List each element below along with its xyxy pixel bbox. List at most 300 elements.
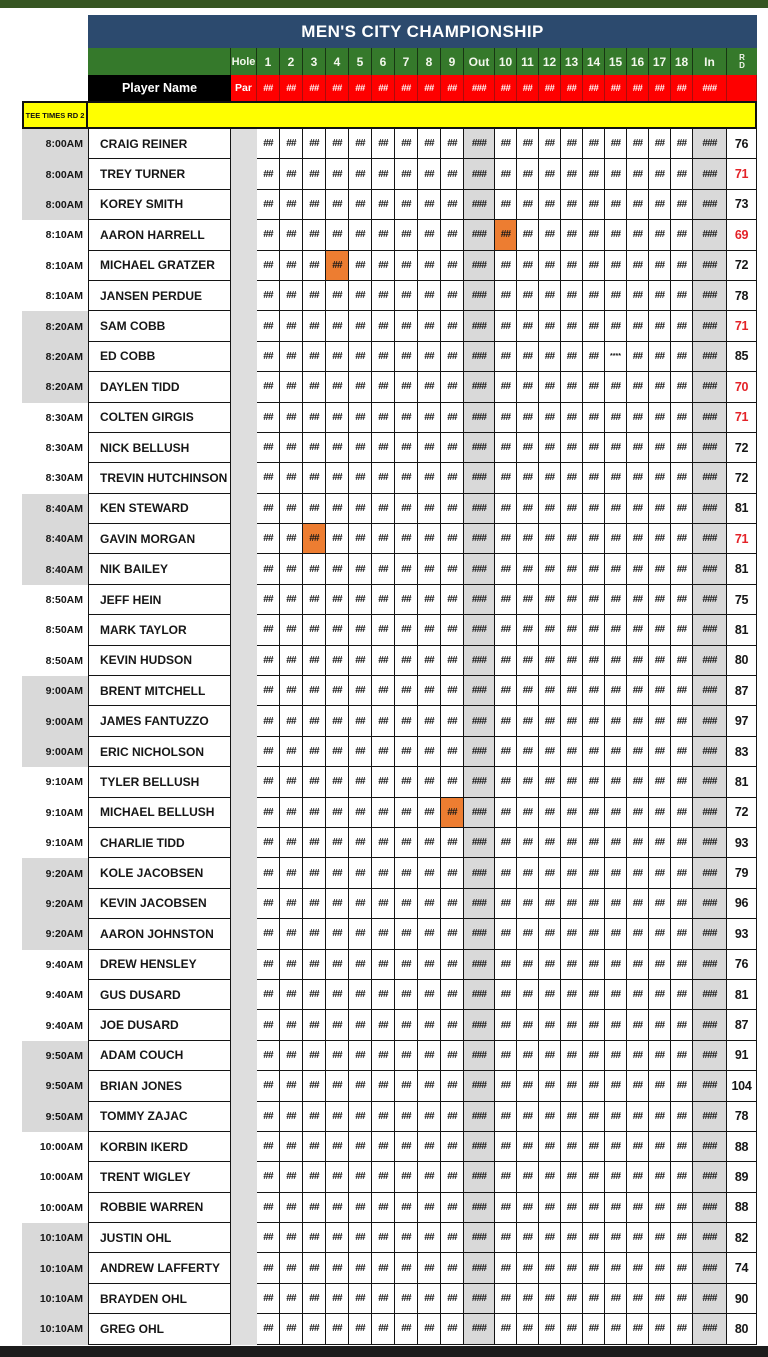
cell-hole-10[interactable]: ## — [495, 919, 517, 949]
cell-hole-17[interactable]: ## — [649, 1132, 671, 1162]
par-spacer-cell[interactable] — [231, 828, 257, 858]
cell-in[interactable]: ### — [693, 1102, 727, 1132]
cell-hole-9[interactable]: ## — [441, 615, 464, 645]
cell-hole-2[interactable]: ## — [280, 798, 303, 828]
player-name-cell[interactable]: NICK BELLUSH — [88, 433, 231, 463]
cell-hole-8[interactable]: ## — [418, 1314, 441, 1344]
cell-hole-12[interactable]: ## — [539, 767, 561, 797]
cell-out[interactable]: ### — [464, 463, 495, 493]
in-header-cell[interactable]: In — [693, 48, 727, 75]
cell-hole-11[interactable]: ## — [517, 798, 539, 828]
rd-score-cell[interactable]: 76 — [727, 129, 757, 159]
player-name-cell[interactable]: AARON JOHNSTON — [88, 919, 231, 949]
cell-hole-14[interactable]: ## — [583, 311, 605, 341]
cell-hole-18[interactable]: ## — [671, 1253, 693, 1283]
cell-hole-8[interactable]: ## — [418, 737, 441, 767]
player-name-cell[interactable]: JANSEN PERDUE — [88, 281, 231, 311]
cell-out[interactable]: ### — [464, 676, 495, 706]
cell-hole-1[interactable]: ## — [257, 1010, 280, 1040]
hole-header-9[interactable]: 9 — [441, 48, 464, 75]
cell-hole-7[interactable]: ## — [395, 950, 418, 980]
cell-hole-3[interactable]: ## — [303, 950, 326, 980]
cell-hole-5[interactable]: ## — [349, 1162, 372, 1192]
cell-hole-4[interactable]: ## — [326, 1071, 349, 1101]
cell-hole-9[interactable]: ## — [441, 494, 464, 524]
cell-hole-12[interactable]: ## — [539, 494, 561, 524]
cell-hole-18[interactable]: ## — [671, 403, 693, 433]
cell-hole-11[interactable]: ## — [517, 919, 539, 949]
cell-hole-10[interactable]: ## — [495, 311, 517, 341]
cell-hole-9[interactable]: ## — [441, 585, 464, 615]
cell-in[interactable]: ### — [693, 494, 727, 524]
par-spacer-cell[interactable] — [231, 1253, 257, 1283]
par-spacer-cell[interactable] — [231, 646, 257, 676]
tee-time-cell[interactable]: 8:50AM — [22, 585, 88, 615]
cell-hole-9[interactable]: ## — [441, 980, 464, 1010]
cell-hole-2[interactable]: ## — [280, 828, 303, 858]
cell-hole-7[interactable]: ## — [395, 342, 418, 372]
cell-out[interactable]: ### — [464, 433, 495, 463]
cell-hole-12[interactable]: ## — [539, 159, 561, 189]
cell-in[interactable]: ### — [693, 463, 727, 493]
cell-hole-6[interactable]: ## — [372, 889, 395, 919]
cell-hole-15[interactable]: ## — [605, 1041, 627, 1071]
cell-hole-18[interactable]: ## — [671, 585, 693, 615]
cell-hole-1[interactable]: ## — [257, 220, 280, 250]
cell-hole-9[interactable]: ## — [441, 919, 464, 949]
cell-in[interactable]: ### — [693, 190, 727, 220]
cell-hole-10[interactable]: ## — [495, 220, 517, 250]
cell-hole-17[interactable]: ## — [649, 646, 671, 676]
cell-hole-7[interactable]: ## — [395, 433, 418, 463]
cell-hole-6[interactable]: ## — [372, 159, 395, 189]
cell-hole-4[interactable]: ## — [326, 1314, 349, 1344]
cell-hole-16[interactable]: ## — [627, 1102, 649, 1132]
cell-hole-11[interactable]: ## — [517, 706, 539, 736]
hole-header-16[interactable]: 16 — [627, 48, 649, 75]
hole-header-13[interactable]: 13 — [561, 48, 583, 75]
cell-hole-9[interactable]: ## — [441, 311, 464, 341]
cell-in[interactable]: ### — [693, 737, 727, 767]
cell-hole-17[interactable]: ## — [649, 1010, 671, 1040]
cell-hole-7[interactable]: ## — [395, 798, 418, 828]
par-spacer-cell[interactable] — [231, 676, 257, 706]
cell-hole-16[interactable]: ## — [627, 1223, 649, 1253]
cell-hole-2[interactable]: ## — [280, 190, 303, 220]
cell-hole-13[interactable]: ## — [561, 463, 583, 493]
cell-hole-16[interactable]: ## — [627, 190, 649, 220]
cell-hole-11[interactable]: ## — [517, 585, 539, 615]
cell-hole-5[interactable]: ## — [349, 1314, 372, 1344]
cell-hole-9[interactable]: ## — [441, 403, 464, 433]
cell-out[interactable]: ### — [464, 585, 495, 615]
cell-hole-4[interactable]: ## — [326, 767, 349, 797]
cell-hole-5[interactable]: ## — [349, 281, 372, 311]
cell-hole-15[interactable]: ## — [605, 615, 627, 645]
cell-hole-8[interactable]: ## — [418, 1223, 441, 1253]
cell-hole-7[interactable]: ## — [395, 463, 418, 493]
hole-header-10[interactable]: 10 — [495, 48, 517, 75]
cell-hole-3[interactable]: ## — [303, 342, 326, 372]
par-spacer-cell[interactable] — [231, 1041, 257, 1071]
par-h16[interactable]: ## — [627, 75, 649, 101]
cell-hole-12[interactable]: ## — [539, 403, 561, 433]
cell-hole-6[interactable]: ## — [372, 676, 395, 706]
rd-score-cell[interactable]: 72 — [727, 433, 757, 463]
par-h3[interactable]: ## — [303, 75, 326, 101]
cell-hole-14[interactable]: ## — [583, 585, 605, 615]
player-name-cell[interactable]: KOREY SMITH — [88, 190, 231, 220]
cell-hole-2[interactable]: ## — [280, 615, 303, 645]
cell-hole-7[interactable]: ## — [395, 1223, 418, 1253]
cell-hole-5[interactable]: ## — [349, 1193, 372, 1223]
cell-hole-4[interactable]: ## — [326, 1284, 349, 1314]
cell-hole-11[interactable]: ## — [517, 220, 539, 250]
cell-hole-11[interactable]: ## — [517, 1010, 539, 1040]
tee-time-cell[interactable]: 9:50AM — [22, 1071, 88, 1101]
cell-hole-3[interactable]: ## — [303, 980, 326, 1010]
cell-hole-10[interactable]: ## — [495, 281, 517, 311]
cell-hole-9[interactable]: ## — [441, 889, 464, 919]
cell-hole-6[interactable]: ## — [372, 1223, 395, 1253]
cell-hole-17[interactable]: ## — [649, 190, 671, 220]
cell-hole-6[interactable]: ## — [372, 919, 395, 949]
cell-hole-9[interactable]: ## — [441, 1223, 464, 1253]
par-spacer-cell[interactable] — [231, 1284, 257, 1314]
cell-out[interactable]: ### — [464, 706, 495, 736]
rd-score-cell[interactable]: 93 — [727, 919, 757, 949]
cell-hole-17[interactable]: ## — [649, 676, 671, 706]
cell-hole-1[interactable]: ## — [257, 554, 280, 584]
cell-hole-3[interactable]: ## — [303, 494, 326, 524]
cell-hole-17[interactable]: ## — [649, 342, 671, 372]
cell-hole-15[interactable]: ## — [605, 190, 627, 220]
hole-header-18[interactable]: 18 — [671, 48, 693, 75]
cell-hole-4[interactable]: ## — [326, 828, 349, 858]
rd-score-cell[interactable]: 87 — [727, 676, 757, 706]
rd-score-cell[interactable]: 85 — [727, 342, 757, 372]
tee-time-cell[interactable]: 10:10AM — [22, 1284, 88, 1314]
cell-hole-14[interactable]: ## — [583, 706, 605, 736]
cell-hole-2[interactable]: ## — [280, 281, 303, 311]
cell-hole-3[interactable]: ## — [303, 646, 326, 676]
player-name-cell[interactable]: COLTEN GIRGIS — [88, 403, 231, 433]
cell-hole-15[interactable]: ## — [605, 554, 627, 584]
cell-hole-7[interactable]: ## — [395, 1284, 418, 1314]
cell-out[interactable]: ### — [464, 798, 495, 828]
cell-hole-14[interactable]: ## — [583, 190, 605, 220]
cell-hole-14[interactable]: ## — [583, 858, 605, 888]
cell-hole-3[interactable]: ## — [303, 889, 326, 919]
cell-hole-14[interactable]: ## — [583, 463, 605, 493]
cell-hole-5[interactable]: ## — [349, 1253, 372, 1283]
cell-hole-6[interactable]: ## — [372, 1041, 395, 1071]
cell-hole-7[interactable]: ## — [395, 220, 418, 250]
cell-hole-2[interactable]: ## — [280, 1162, 303, 1192]
cell-hole-15[interactable]: ## — [605, 646, 627, 676]
cell-hole-6[interactable]: ## — [372, 1284, 395, 1314]
cell-hole-10[interactable]: ## — [495, 1041, 517, 1071]
cell-hole-2[interactable]: ## — [280, 646, 303, 676]
cell-out[interactable]: ### — [464, 858, 495, 888]
tee-time-cell[interactable]: 8:50AM — [22, 646, 88, 676]
par-spacer-cell[interactable] — [231, 372, 257, 402]
cell-hole-18[interactable]: ## — [671, 615, 693, 645]
cell-hole-1[interactable]: ## — [257, 311, 280, 341]
cell-in[interactable]: ### — [693, 1193, 727, 1223]
cell-hole-3[interactable]: ## — [303, 1284, 326, 1314]
cell-hole-18[interactable]: ## — [671, 1314, 693, 1344]
cell-hole-3[interactable]: ## — [303, 463, 326, 493]
cell-hole-4[interactable]: ## — [326, 1193, 349, 1223]
cell-hole-14[interactable]: ## — [583, 342, 605, 372]
cell-hole-2[interactable]: ## — [280, 1314, 303, 1344]
cell-hole-16[interactable]: ## — [627, 1253, 649, 1283]
cell-in[interactable]: ### — [693, 676, 727, 706]
cell-hole-11[interactable]: ## — [517, 889, 539, 919]
cell-hole-11[interactable]: ## — [517, 676, 539, 706]
player-name-cell[interactable]: ED COBB — [88, 342, 231, 372]
cell-hole-2[interactable]: ## — [280, 311, 303, 341]
cell-hole-13[interactable]: ## — [561, 615, 583, 645]
cell-hole-9[interactable]: ## — [441, 646, 464, 676]
cell-hole-3[interactable]: ## — [303, 858, 326, 888]
cell-hole-12[interactable]: ## — [539, 311, 561, 341]
cell-hole-14[interactable]: ## — [583, 281, 605, 311]
cell-hole-12[interactable]: ## — [539, 919, 561, 949]
cell-hole-5[interactable]: ## — [349, 828, 372, 858]
player-name-cell[interactable]: MICHAEL GRATZER — [88, 251, 231, 281]
cell-hole-1[interactable]: ## — [257, 1162, 280, 1192]
cell-hole-8[interactable]: ## — [418, 767, 441, 797]
par-h13[interactable]: ## — [561, 75, 583, 101]
cell-hole-8[interactable]: ## — [418, 1284, 441, 1314]
cell-hole-10[interactable]: ## — [495, 129, 517, 159]
cell-hole-17[interactable]: ## — [649, 403, 671, 433]
cell-hole-5[interactable]: ## — [349, 919, 372, 949]
cell-hole-11[interactable]: ## — [517, 858, 539, 888]
cell-hole-15[interactable]: ## — [605, 737, 627, 767]
cell-hole-4[interactable]: ## — [326, 342, 349, 372]
rd-score-cell[interactable]: 81 — [727, 554, 757, 584]
par-h8[interactable]: ## — [418, 75, 441, 101]
cell-hole-18[interactable]: ## — [671, 433, 693, 463]
cell-out[interactable]: ### — [464, 403, 495, 433]
rd-score-cell[interactable]: 72 — [727, 463, 757, 493]
par-h18[interactable]: ## — [671, 75, 693, 101]
cell-hole-8[interactable]: ## — [418, 1162, 441, 1192]
par-in[interactable]: ### — [693, 75, 727, 101]
cell-hole-6[interactable]: ## — [372, 433, 395, 463]
par-label-cell[interactable]: Par — [231, 75, 257, 101]
cell-hole-15[interactable]: ## — [605, 463, 627, 493]
cell-hole-13[interactable]: ## — [561, 676, 583, 706]
cell-hole-11[interactable]: ## — [517, 129, 539, 159]
cell-hole-12[interactable]: ## — [539, 129, 561, 159]
cell-out[interactable]: ### — [464, 342, 495, 372]
cell-hole-3[interactable]: ## — [303, 1071, 326, 1101]
par-spacer-cell[interactable] — [231, 1314, 257, 1344]
cell-hole-7[interactable]: ## — [395, 190, 418, 220]
cell-hole-15[interactable]: **** — [605, 342, 627, 372]
cell-hole-4[interactable]: ## — [326, 1253, 349, 1283]
player-name-cell[interactable]: KORBIN IKERD — [88, 1132, 231, 1162]
cell-hole-6[interactable]: ## — [372, 706, 395, 736]
cell-hole-15[interactable]: ## — [605, 1102, 627, 1132]
cell-hole-1[interactable]: ## — [257, 251, 280, 281]
cell-hole-16[interactable]: ## — [627, 919, 649, 949]
cell-hole-11[interactable]: ## — [517, 1102, 539, 1132]
cell-hole-2[interactable]: ## — [280, 919, 303, 949]
cell-hole-14[interactable]: ## — [583, 737, 605, 767]
cell-hole-11[interactable]: ## — [517, 463, 539, 493]
cell-hole-18[interactable]: ## — [671, 281, 693, 311]
cell-hole-6[interactable]: ## — [372, 190, 395, 220]
cell-hole-10[interactable]: ## — [495, 190, 517, 220]
cell-out[interactable]: ### — [464, 554, 495, 584]
cell-hole-13[interactable]: ## — [561, 403, 583, 433]
cell-hole-17[interactable]: ## — [649, 251, 671, 281]
cell-hole-7[interactable]: ## — [395, 1010, 418, 1040]
cell-hole-13[interactable]: ## — [561, 737, 583, 767]
cell-hole-12[interactable]: ## — [539, 858, 561, 888]
cell-hole-7[interactable]: ## — [395, 1041, 418, 1071]
cell-hole-7[interactable]: ## — [395, 858, 418, 888]
cell-hole-11[interactable]: ## — [517, 980, 539, 1010]
cell-hole-8[interactable]: ## — [418, 828, 441, 858]
hole-header-14[interactable]: 14 — [583, 48, 605, 75]
hole-header-7[interactable]: 7 — [395, 48, 418, 75]
cell-hole-4[interactable]: ## — [326, 433, 349, 463]
cell-hole-12[interactable]: ## — [539, 676, 561, 706]
cell-hole-6[interactable]: ## — [372, 1071, 395, 1101]
cell-hole-4[interactable]: ## — [326, 919, 349, 949]
cell-in[interactable]: ### — [693, 281, 727, 311]
cell-hole-18[interactable]: ## — [671, 1162, 693, 1192]
cell-hole-8[interactable]: ## — [418, 433, 441, 463]
rd-score-cell[interactable]: 90 — [727, 1284, 757, 1314]
cell-hole-8[interactable]: ## — [418, 980, 441, 1010]
cell-hole-5[interactable]: ## — [349, 706, 372, 736]
cell-hole-5[interactable]: ## — [349, 190, 372, 220]
cell-hole-6[interactable]: ## — [372, 1314, 395, 1344]
cell-hole-12[interactable]: ## — [539, 281, 561, 311]
cell-hole-1[interactable]: ## — [257, 494, 280, 524]
cell-hole-12[interactable]: ## — [539, 1284, 561, 1314]
cell-hole-1[interactable]: ## — [257, 1132, 280, 1162]
cell-hole-3[interactable]: ## — [303, 524, 326, 554]
par-spacer-cell[interactable] — [231, 251, 257, 281]
cell-hole-6[interactable]: ## — [372, 615, 395, 645]
cell-hole-6[interactable]: ## — [372, 585, 395, 615]
cell-hole-16[interactable]: ## — [627, 615, 649, 645]
cell-in[interactable]: ### — [693, 1284, 727, 1314]
cell-hole-15[interactable]: ## — [605, 828, 627, 858]
cell-hole-15[interactable]: ## — [605, 1284, 627, 1314]
cell-in[interactable]: ### — [693, 646, 727, 676]
cell-hole-16[interactable]: ## — [627, 372, 649, 402]
cell-hole-16[interactable]: ## — [627, 1071, 649, 1101]
cell-hole-1[interactable]: ## — [257, 980, 280, 1010]
cell-hole-3[interactable]: ## — [303, 1223, 326, 1253]
hole-header-11[interactable]: 11 — [517, 48, 539, 75]
cell-hole-1[interactable]: ## — [257, 737, 280, 767]
cell-hole-15[interactable]: ## — [605, 858, 627, 888]
cell-hole-14[interactable]: ## — [583, 1071, 605, 1101]
cell-hole-2[interactable]: ## — [280, 706, 303, 736]
cell-hole-5[interactable]: ## — [349, 251, 372, 281]
cell-hole-3[interactable]: ## — [303, 311, 326, 341]
cell-hole-9[interactable]: ## — [441, 828, 464, 858]
cell-in[interactable]: ### — [693, 1253, 727, 1283]
cell-hole-9[interactable]: ## — [441, 524, 464, 554]
par-h10[interactable]: ## — [495, 75, 517, 101]
cell-hole-12[interactable]: ## — [539, 1223, 561, 1253]
tee-time-cell[interactable]: 8:40AM — [22, 524, 88, 554]
cell-out[interactable]: ### — [464, 190, 495, 220]
cell-in[interactable]: ### — [693, 1223, 727, 1253]
cell-hole-12[interactable]: ## — [539, 1132, 561, 1162]
cell-hole-16[interactable]: ## — [627, 1162, 649, 1192]
cell-hole-5[interactable]: ## — [349, 372, 372, 402]
tee-time-cell[interactable]: 9:50AM — [22, 1102, 88, 1132]
cell-in[interactable]: ### — [693, 889, 727, 919]
cell-hole-2[interactable]: ## — [280, 889, 303, 919]
cell-hole-8[interactable]: ## — [418, 1253, 441, 1283]
cell-hole-17[interactable]: ## — [649, 524, 671, 554]
cell-hole-15[interactable]: ## — [605, 1162, 627, 1192]
cell-hole-8[interactable]: ## — [418, 524, 441, 554]
cell-hole-2[interactable]: ## — [280, 494, 303, 524]
rd-score-cell[interactable]: 71 — [727, 403, 757, 433]
cell-hole-6[interactable]: ## — [372, 737, 395, 767]
cell-hole-8[interactable]: ## — [418, 646, 441, 676]
cell-hole-10[interactable]: ## — [495, 646, 517, 676]
cell-hole-3[interactable]: ## — [303, 251, 326, 281]
cell-hole-14[interactable]: ## — [583, 615, 605, 645]
cell-hole-6[interactable]: ## — [372, 1102, 395, 1132]
rd-score-cell[interactable]: 96 — [727, 889, 757, 919]
cell-hole-10[interactable]: ## — [495, 767, 517, 797]
cell-hole-16[interactable]: ## — [627, 676, 649, 706]
cell-hole-6[interactable]: ## — [372, 767, 395, 797]
cell-hole-1[interactable]: ## — [257, 433, 280, 463]
cell-hole-5[interactable]: ## — [349, 1041, 372, 1071]
cell-hole-14[interactable]: ## — [583, 159, 605, 189]
par-spacer-cell[interactable] — [231, 1102, 257, 1132]
cell-hole-18[interactable]: ## — [671, 220, 693, 250]
cell-hole-8[interactable]: ## — [418, 281, 441, 311]
cell-hole-18[interactable]: ## — [671, 1041, 693, 1071]
player-name-cell[interactable]: TYLER BELLUSH — [88, 767, 231, 797]
cell-hole-7[interactable]: ## — [395, 676, 418, 706]
cell-hole-16[interactable]: ## — [627, 403, 649, 433]
cell-hole-16[interactable]: ## — [627, 129, 649, 159]
cell-out[interactable]: ### — [464, 372, 495, 402]
tee-time-cell[interactable]: 8:10AM — [22, 281, 88, 311]
cell-hole-14[interactable]: ## — [583, 554, 605, 584]
cell-hole-18[interactable]: ## — [671, 372, 693, 402]
tee-time-cell[interactable]: 9:00AM — [22, 737, 88, 767]
cell-hole-16[interactable]: ## — [627, 828, 649, 858]
cell-hole-18[interactable]: ## — [671, 767, 693, 797]
cell-hole-17[interactable]: ## — [649, 615, 671, 645]
player-name-cell[interactable]: TOMMY ZAJAC — [88, 1102, 231, 1132]
cell-hole-4[interactable]: ## — [326, 676, 349, 706]
cell-hole-14[interactable]: ## — [583, 1102, 605, 1132]
cell-hole-13[interactable]: ## — [561, 1314, 583, 1344]
cell-in[interactable]: ### — [693, 980, 727, 1010]
